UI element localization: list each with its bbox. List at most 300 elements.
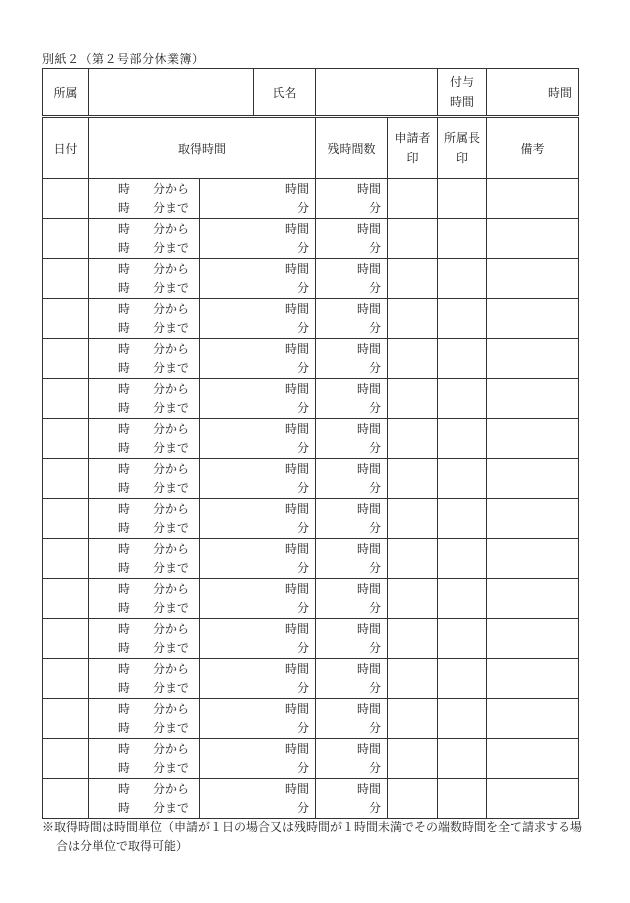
applicant-seal-cell[interactable]: [388, 779, 438, 819]
remaining-hours-label: 時間: [357, 341, 382, 356]
remarks-cell[interactable]: [487, 499, 579, 539]
duration-hours-label: 時間: [285, 381, 310, 396]
remaining-hours-label: 時間: [357, 261, 382, 276]
manager-seal-line2: 印: [456, 151, 469, 165]
manager-seal-cell[interactable]: [438, 299, 487, 339]
hour-label: 時: [118, 400, 131, 415]
remaining-minutes-label: 分: [369, 520, 382, 535]
remaining-minutes-label: 分: [369, 440, 382, 455]
to-minute-label: 分まで: [153, 520, 190, 535]
remaining-cell[interactable]: [316, 379, 388, 419]
duration-cell[interactable]: [200, 499, 316, 539]
granted-hours-label: [438, 69, 487, 116]
duration-minutes-label: 分: [297, 560, 310, 575]
remaining-hours-label: 時間: [357, 701, 382, 716]
from-minute-label: 分から: [153, 341, 190, 356]
hour-label: 時: [118, 181, 131, 196]
to-minute-label: 分まで: [153, 720, 190, 735]
duration-minutes-label: 分: [297, 600, 310, 615]
time-from-line: [89, 180, 199, 199]
duration-minutes-label: 分: [297, 440, 310, 455]
applicant-seal-cell[interactable]: [388, 499, 438, 539]
date-cell[interactable]: [43, 619, 89, 659]
remaining-minutes-label: 分: [369, 600, 382, 615]
remaining-cell[interactable]: [316, 619, 388, 659]
duration-cell[interactable]: [200, 779, 316, 819]
manager-seal-cell[interactable]: [438, 539, 487, 579]
col-date: 日付: [43, 118, 89, 179]
table-row: [43, 419, 579, 459]
table-row: [43, 739, 579, 779]
from-minute-label: 分から: [153, 581, 190, 596]
table-row: [43, 459, 579, 499]
hour-label: 時: [118, 541, 131, 556]
duration-hours-label: 時間: [285, 421, 310, 436]
remaining-cell[interactable]: [316, 219, 388, 259]
table-row: [43, 219, 579, 259]
remaining-hours-label: 時間: [357, 501, 382, 516]
time-from-line: [89, 460, 199, 479]
date-cell[interactable]: [43, 299, 89, 339]
date-cell[interactable]: [43, 699, 89, 739]
manager-seal-line1: 所属長: [444, 131, 481, 145]
hour-label: 時: [118, 360, 131, 375]
table-row: [43, 299, 579, 339]
from-minute-label: 分から: [153, 781, 190, 796]
remarks-cell[interactable]: [487, 579, 579, 619]
to-minute-label: 分まで: [153, 480, 190, 495]
duration-cell[interactable]: [200, 219, 316, 259]
affiliation-field[interactable]: [89, 69, 254, 116]
to-minute-label: 分まで: [153, 400, 190, 415]
time-range-cell[interactable]: [89, 699, 200, 739]
manager-seal-cell[interactable]: [438, 739, 487, 779]
time-to-line: [89, 279, 199, 298]
remaining-cell[interactable]: [316, 699, 388, 739]
hour-label: 時: [118, 261, 131, 276]
applicant-seal-cell[interactable]: [388, 379, 438, 419]
time-to-line: [89, 759, 199, 778]
hour-label: 時: [118, 701, 131, 716]
remarks-cell[interactable]: [487, 699, 579, 739]
to-minute-label: 分まで: [153, 360, 190, 375]
remaining-hours-label: 時間: [357, 621, 382, 636]
name-field[interactable]: [316, 69, 438, 116]
manager-seal-cell[interactable]: [438, 579, 487, 619]
applicant-seal-cell[interactable]: [388, 459, 438, 499]
col-remaining-hours: 残時間数: [316, 118, 388, 179]
applicant-seal-cell[interactable]: [388, 699, 438, 739]
date-cell[interactable]: [43, 219, 89, 259]
remarks-cell[interactable]: [487, 779, 579, 819]
remaining-cell[interactable]: [316, 579, 388, 619]
col-applicant-seal: [388, 118, 438, 179]
time-from-line: [89, 780, 199, 799]
remaining-minutes-label: 分: [369, 280, 382, 295]
time-from-line: [89, 620, 199, 639]
time-from-line: [89, 380, 199, 399]
remaining-hours-label: 時間: [357, 421, 382, 436]
table-row: [43, 779, 579, 819]
applicant-seal-line1: 申請者: [394, 131, 431, 145]
time-range-cell[interactable]: [89, 219, 200, 259]
date-cell[interactable]: [43, 499, 89, 539]
duration-minutes-label: 分: [297, 760, 310, 775]
table-row: [43, 259, 579, 299]
hour-label: 時: [118, 501, 131, 516]
hour-label: 時: [118, 560, 131, 575]
hour-label: 時: [118, 440, 131, 455]
duration-minutes-label: 分: [297, 200, 310, 215]
duration-minutes-label: 分: [297, 360, 310, 375]
remaining-minutes-label: 分: [369, 640, 382, 655]
name-label: 氏名: [254, 69, 316, 116]
from-minute-label: 分から: [153, 621, 190, 636]
duration-cell[interactable]: [200, 659, 316, 699]
duration-hours-label: 時間: [285, 661, 310, 676]
col-manager-seal: [438, 118, 487, 179]
time-from-line: [89, 340, 199, 359]
remarks-cell[interactable]: [487, 259, 579, 299]
hour-label: 時: [118, 421, 131, 436]
duration-minutes-label: 分: [297, 800, 310, 815]
time-to-line: [89, 519, 199, 538]
time-to-line: [89, 639, 199, 658]
from-minute-label: 分から: [153, 701, 190, 716]
time-range-cell[interactable]: [89, 499, 200, 539]
date-cell[interactable]: [43, 659, 89, 699]
applicant-seal-cell[interactable]: [388, 259, 438, 299]
time-range-cell[interactable]: [89, 739, 200, 779]
time-from-line: [89, 260, 199, 279]
duration-hours-label: 時間: [285, 581, 310, 596]
remaining-minutes-label: 分: [369, 240, 382, 255]
applicant-seal-cell[interactable]: [388, 219, 438, 259]
applicant-seal-cell[interactable]: [388, 339, 438, 379]
remaining-cell[interactable]: [316, 539, 388, 579]
remaining-hours-label: 時間: [357, 301, 382, 316]
duration-minutes-label: 分: [297, 640, 310, 655]
hour-label: 時: [118, 221, 131, 236]
duration-cell[interactable]: [200, 739, 316, 779]
to-minute-label: 分まで: [153, 800, 190, 815]
to-minute-label: 分まで: [153, 600, 190, 615]
from-minute-label: 分から: [153, 421, 190, 436]
remaining-hours-label: 時間: [357, 221, 382, 236]
from-minute-label: 分から: [153, 501, 190, 516]
date-cell[interactable]: [43, 459, 89, 499]
remarks-cell[interactable]: [487, 539, 579, 579]
manager-seal-cell[interactable]: [438, 459, 487, 499]
date-cell[interactable]: [43, 539, 89, 579]
hour-label: 時: [118, 781, 131, 796]
remaining-minutes-label: 分: [369, 400, 382, 415]
remaining-cell[interactable]: [316, 779, 388, 819]
header-table: [42, 68, 579, 116]
to-minute-label: 分まで: [153, 240, 190, 255]
date-cell[interactable]: [43, 739, 89, 779]
footnote-line1: ※取得時間は時間単位（申請が１日の場合又は残時間が１時間未満でその端数時間を全て請求する場: [42, 820, 583, 834]
hour-label: 時: [118, 720, 131, 735]
duration-hours-label: 時間: [285, 301, 310, 316]
granted-hours-field[interactable]: 時間: [487, 69, 579, 116]
remaining-cell[interactable]: [316, 659, 388, 699]
applicant-seal-cell[interactable]: [388, 579, 438, 619]
table-row: [43, 579, 579, 619]
manager-seal-cell[interactable]: [438, 419, 487, 459]
hour-label: 時: [118, 661, 131, 676]
remaining-cell[interactable]: [316, 739, 388, 779]
manager-seal-cell[interactable]: [438, 179, 487, 219]
time-range-cell[interactable]: [89, 179, 200, 219]
applicant-seal-cell[interactable]: [388, 739, 438, 779]
time-from-line: [89, 540, 199, 559]
duration-cell[interactable]: [200, 299, 316, 339]
duration-cell[interactable]: [200, 699, 316, 739]
time-to-line: [89, 719, 199, 738]
remaining-minutes-label: 分: [369, 680, 382, 695]
applicant-seal-cell[interactable]: [388, 539, 438, 579]
table-row: [43, 659, 579, 699]
to-minute-label: 分まで: [153, 440, 190, 455]
table-row: [43, 379, 579, 419]
col-remarks: 備考: [487, 118, 579, 179]
granted-label-line2: 時間: [449, 95, 474, 109]
manager-seal-cell[interactable]: [438, 779, 487, 819]
duration-cell[interactable]: [200, 179, 316, 219]
table-row: [43, 619, 579, 659]
duration-cell[interactable]: [200, 459, 316, 499]
remarks-cell[interactable]: [487, 659, 579, 699]
applicant-seal-cell[interactable]: [388, 659, 438, 699]
from-minute-label: 分から: [153, 181, 190, 196]
duration-hours-label: 時間: [285, 701, 310, 716]
duration-hours-label: 時間: [285, 341, 310, 356]
date-cell[interactable]: [43, 259, 89, 299]
date-cell[interactable]: [43, 579, 89, 619]
manager-seal-cell[interactable]: [438, 219, 487, 259]
remarks-cell[interactable]: [487, 379, 579, 419]
remaining-minutes-label: 分: [369, 480, 382, 495]
hour-label: 時: [118, 280, 131, 295]
remarks-cell[interactable]: [487, 299, 579, 339]
time-range-cell[interactable]: [89, 779, 200, 819]
granted-label-line1: 付与: [449, 75, 474, 89]
duration-hours-label: 時間: [285, 621, 310, 636]
remaining-cell[interactable]: [316, 299, 388, 339]
manager-seal-cell[interactable]: [438, 339, 487, 379]
time-from-line: [89, 500, 199, 519]
to-minute-label: 分まで: [153, 760, 190, 775]
remaining-cell[interactable]: [316, 499, 388, 539]
remaining-cell[interactable]: [316, 419, 388, 459]
applicant-seal-cell[interactable]: [388, 299, 438, 339]
col-acquired-time: 取得時間: [89, 118, 316, 179]
duration-hours-label: 時間: [285, 221, 310, 236]
manager-seal-cell[interactable]: [438, 659, 487, 699]
remarks-cell[interactable]: [487, 219, 579, 259]
hour-label: 時: [118, 320, 131, 335]
remarks-cell[interactable]: [487, 619, 579, 659]
time-from-line: [89, 220, 199, 239]
time-to-line: [89, 799, 199, 818]
from-minute-label: 分から: [153, 261, 190, 276]
affiliation-label: 所属: [43, 69, 89, 116]
applicant-seal-cell[interactable]: [388, 619, 438, 659]
time-range-cell[interactable]: [89, 379, 200, 419]
remarks-cell[interactable]: [487, 739, 579, 779]
time-from-line: [89, 420, 199, 439]
time-from-line: [89, 740, 199, 759]
time-to-line: [89, 679, 199, 698]
to-minute-label: 分まで: [153, 280, 190, 295]
duration-hours-label: 時間: [285, 461, 310, 476]
remaining-hours-label: 時間: [357, 581, 382, 596]
remaining-hours-label: 時間: [357, 181, 382, 196]
manager-seal-cell[interactable]: [438, 699, 487, 739]
remaining-cell[interactable]: [316, 459, 388, 499]
table-row: [43, 499, 579, 539]
hour-label: 時: [118, 581, 131, 596]
remarks-cell[interactable]: [487, 179, 579, 219]
time-range-cell[interactable]: [89, 259, 200, 299]
remaining-hours-label: 時間: [357, 541, 382, 556]
leave-record-table: [42, 117, 579, 819]
duration-hours-label: 時間: [285, 181, 310, 196]
remaining-minutes-label: 分: [369, 320, 382, 335]
remaining-hours-label: 時間: [357, 781, 382, 796]
time-from-line: [89, 700, 199, 719]
time-range-cell[interactable]: [89, 299, 200, 339]
duration-minutes-label: 分: [297, 240, 310, 255]
remarks-cell[interactable]: [487, 419, 579, 459]
duration-cell[interactable]: [200, 419, 316, 459]
to-minute-label: 分まで: [153, 200, 190, 215]
duration-minutes-label: 分: [297, 680, 310, 695]
applicant-seal-cell[interactable]: [388, 179, 438, 219]
time-to-line: [89, 439, 199, 458]
table-row: [43, 179, 579, 219]
time-range-cell[interactable]: [89, 459, 200, 499]
time-from-line: [89, 660, 199, 679]
duration-cell[interactable]: [200, 579, 316, 619]
hour-label: 時: [118, 600, 131, 615]
date-cell[interactable]: [43, 779, 89, 819]
time-to-line: [89, 239, 199, 258]
duration-cell[interactable]: [200, 379, 316, 419]
manager-seal-cell[interactable]: [438, 619, 487, 659]
from-minute-label: 分から: [153, 381, 190, 396]
applicant-seal-line2: 印: [406, 151, 419, 165]
time-range-cell[interactable]: [89, 659, 200, 699]
time-to-line: [89, 319, 199, 338]
duration-minutes-label: 分: [297, 520, 310, 535]
time-range-cell[interactable]: [89, 619, 200, 659]
duration-hours-label: 時間: [285, 541, 310, 556]
date-cell[interactable]: [43, 339, 89, 379]
hour-label: 時: [118, 640, 131, 655]
remaining-cell[interactable]: [316, 259, 388, 299]
from-minute-label: 分から: [153, 661, 190, 676]
manager-seal-cell[interactable]: [438, 259, 487, 299]
remaining-cell[interactable]: [316, 339, 388, 379]
duration-hours-label: 時間: [285, 261, 310, 276]
duration-minutes-label: 分: [297, 280, 310, 295]
hour-label: 時: [118, 680, 131, 695]
hour-label: 時: [118, 461, 131, 476]
time-to-line: [89, 559, 199, 578]
duration-minutes-label: 分: [297, 320, 310, 335]
footnote-line2: 合は分単位で取得可能）: [56, 839, 189, 853]
hour-label: 時: [118, 480, 131, 495]
from-minute-label: 分から: [153, 741, 190, 756]
hour-label: 時: [118, 301, 131, 316]
document-title: 別紙２（第２号部分休業簿）: [42, 52, 205, 66]
hour-label: 時: [118, 381, 131, 396]
time-to-line: [89, 399, 199, 418]
remaining-hours-label: 時間: [357, 661, 382, 676]
to-minute-label: 分まで: [153, 680, 190, 695]
duration-minutes-label: 分: [297, 480, 310, 495]
time-range-cell[interactable]: [89, 419, 200, 459]
duration-minutes-label: 分: [297, 400, 310, 415]
remarks-cell[interactable]: [487, 459, 579, 499]
duration-minutes-label: 分: [297, 720, 310, 735]
date-cell[interactable]: [43, 379, 89, 419]
hour-label: 時: [118, 621, 131, 636]
table-row: [43, 539, 579, 579]
remaining-minutes-label: 分: [369, 360, 382, 375]
hour-label: 時: [118, 741, 131, 756]
duration-cell[interactable]: [200, 539, 316, 579]
time-range-cell[interactable]: [89, 339, 200, 379]
from-minute-label: 分から: [153, 461, 190, 476]
hour-label: 時: [118, 800, 131, 815]
time-from-line: [89, 580, 199, 599]
from-minute-label: 分から: [153, 301, 190, 316]
remaining-cell[interactable]: [316, 179, 388, 219]
remarks-cell[interactable]: [487, 339, 579, 379]
duration-hours-label: 時間: [285, 501, 310, 516]
remaining-hours-label: 時間: [357, 381, 382, 396]
manager-seal-cell[interactable]: [438, 499, 487, 539]
hour-label: 時: [118, 240, 131, 255]
time-from-line: [89, 300, 199, 319]
time-to-line: [89, 359, 199, 378]
time-to-line: [89, 599, 199, 618]
remaining-hours-label: 時間: [357, 461, 382, 476]
date-cell[interactable]: [43, 179, 89, 219]
date-cell[interactable]: [43, 419, 89, 459]
manager-seal-cell[interactable]: [438, 379, 487, 419]
time-range-cell[interactable]: [89, 539, 200, 579]
footnote: [42, 818, 590, 856]
time-to-line: [89, 199, 199, 218]
duration-cell[interactable]: [200, 259, 316, 299]
time-range-cell[interactable]: [89, 579, 200, 619]
remaining-minutes-label: 分: [369, 720, 382, 735]
remaining-minutes-label: 分: [369, 200, 382, 215]
hour-label: 時: [118, 200, 131, 215]
hour-label: 時: [118, 520, 131, 535]
hour-label: 時: [118, 760, 131, 775]
applicant-seal-cell[interactable]: [388, 419, 438, 459]
remaining-minutes-label: 分: [369, 760, 382, 775]
duration-cell[interactable]: [200, 619, 316, 659]
table-row: [43, 339, 579, 379]
duration-cell[interactable]: [200, 339, 316, 379]
to-minute-label: 分まで: [153, 640, 190, 655]
